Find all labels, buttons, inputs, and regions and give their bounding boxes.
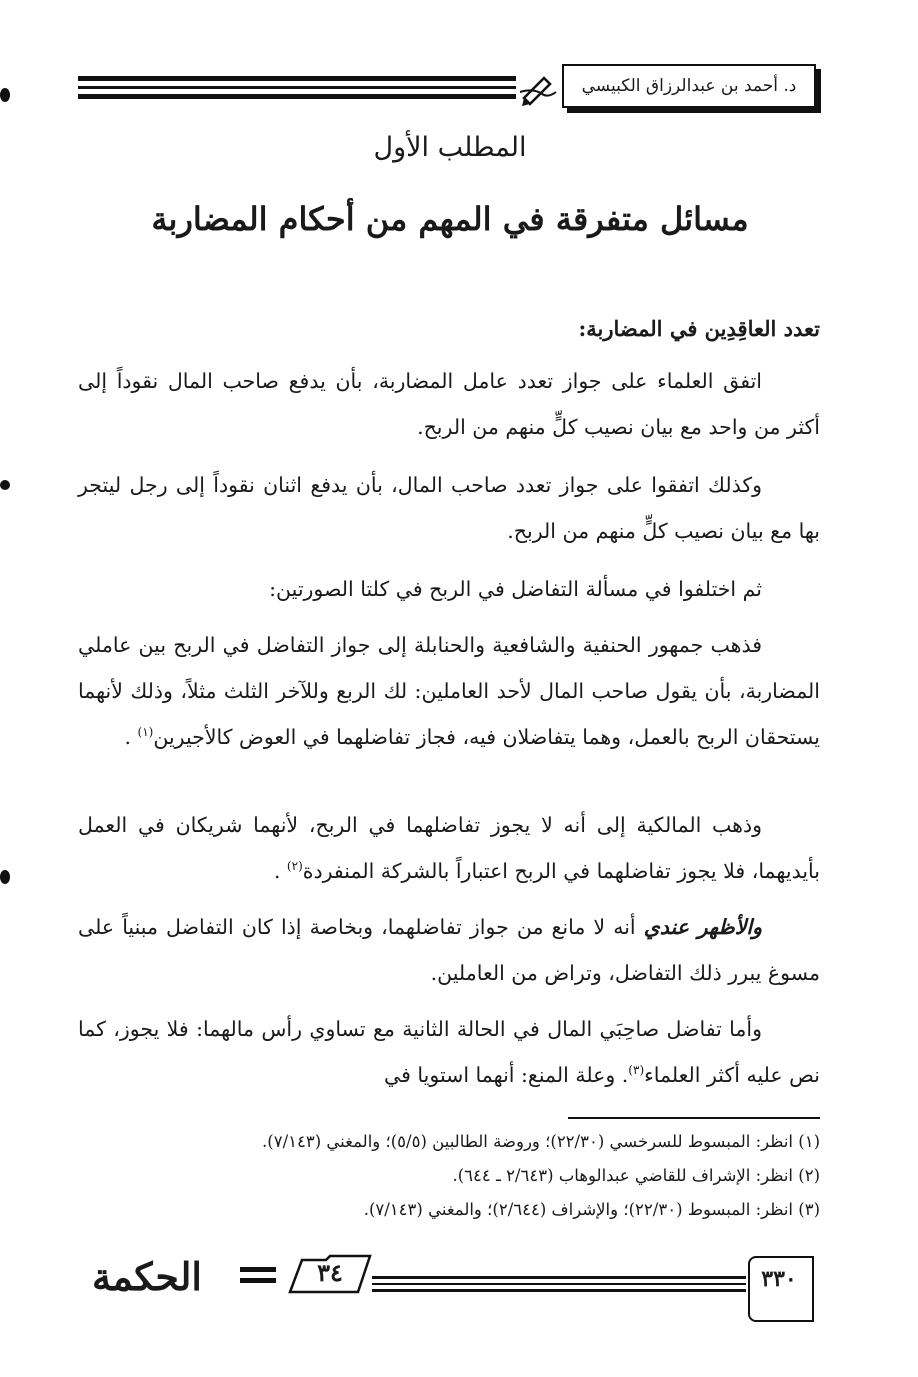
scan-edge-mark [0, 870, 10, 884]
body-paragraph-1: اتفق العلماء على جواز تعدد عامل المضاربة، بأن يدفع صاحب المال نقوداً إلى أكثر من واحد مع بيان نصيب كلٍّ منهم من الربح. [78, 369, 820, 439]
footer-equals-mark [240, 1264, 276, 1286]
section-title: مسائل متفرقة في المهم من أحكام المضاربة [151, 200, 749, 238]
issue-number: ٣٤ [317, 1258, 343, 1287]
body-paragraph-4: فذهب جمهور الحنفية والشافعية والحنابلة إلى جواز التفاضل في الربح بين عاملي المضاربة، بأن يقول صاحب المال لأحد العاملين: لك الربع وللآخر الثلث مثلاً، وذلك لأنهما يستحقان الربح بالعمل، وهما يتفاضلان فيه، فجاز تفاضلهما في العوض كالأجيرين$^{(١)}$ . [78, 633, 820, 749]
footer-rules [372, 1276, 746, 1298]
footnote-ref-1: (١) [137, 725, 154, 740]
body-paragraph-3: ثم اختلفوا في مسألة التفاضل في الربح في كلتا الصورتين: [269, 577, 762, 601]
body-paragraph-5: وذهب المالكية إلى أنه لا يجوز تفاضلهما في الربح، لأنهما شريكان في العمل بأيديهما، فلا يجوز تفاضلهما في الربح اعتباراً بالشركة المنفردة$^{(٢)}$ . [78, 813, 820, 883]
scan-edge-mark [0, 480, 10, 490]
header-author-box [562, 64, 816, 108]
emphasis-phrase: والأظهر عندي [643, 915, 762, 939]
body-paragraph-7: وأما تفاضل صاحِبَي المال في الحالة الثانية مع تساوي رأس مالهما: فلا يجوز، كما نص عليه أكثر العلماء$^{(٣)}$. وعلة المنع: أنهما استويا في [78, 1017, 820, 1087]
footnote-2: (٢) انظر: الإشراف للقاضي عبدالوهاب (٢/٦٤٣ ـ ٦٤٤). [452, 1166, 820, 1185]
footnote-rule [568, 1117, 820, 1119]
footnote-ref-3: (٣) [628, 1063, 645, 1078]
scan-edge-mark [0, 88, 10, 102]
header-author: د. أحمد بن عبدالرزاق الكبيسي [581, 76, 797, 96]
page-number: ٣٣٠ [761, 1266, 797, 1292]
journal-logo: الحكمة [92, 1254, 202, 1299]
footnote-1: (١) انظر: المبسوط للسرخسي (٢٢/٣٠)؛ وروضة الطالبين (٥/٥)؛ والمغني (٧/١٤٣). [262, 1132, 820, 1151]
footnote-ref-2: (٢) [286, 859, 303, 874]
footnote-3: (٣) انظر: المبسوط (٢٢/٣٠)؛ والإشراف (٢/٦٤٤)؛ والمغني (٧/١٤٣). [363, 1200, 820, 1219]
pen-icon [518, 68, 558, 108]
paragraph-heading: تعدد العاقِدِين في المضاربة: [578, 316, 820, 341]
body-paragraph-2: وكذلك اتفقوا على جواز تعدد صاحب المال، بأن يدفع اثنان نقوداً إلى رجل ليتجر بها مع بيان نصيب كلٍّ منهم من الربح. [78, 473, 820, 543]
body-paragraph-6: والأظهر عندي أنه لا مانع من جواز تفاضلهما، وبخاصة إذا كان التفاضل مبنياً على مسوغ يبرر ذلك التفاضل، وتراض من العاملين. [78, 915, 820, 985]
section-subtitle: المطلب الأول [373, 132, 527, 163]
header-rules [78, 76, 516, 106]
